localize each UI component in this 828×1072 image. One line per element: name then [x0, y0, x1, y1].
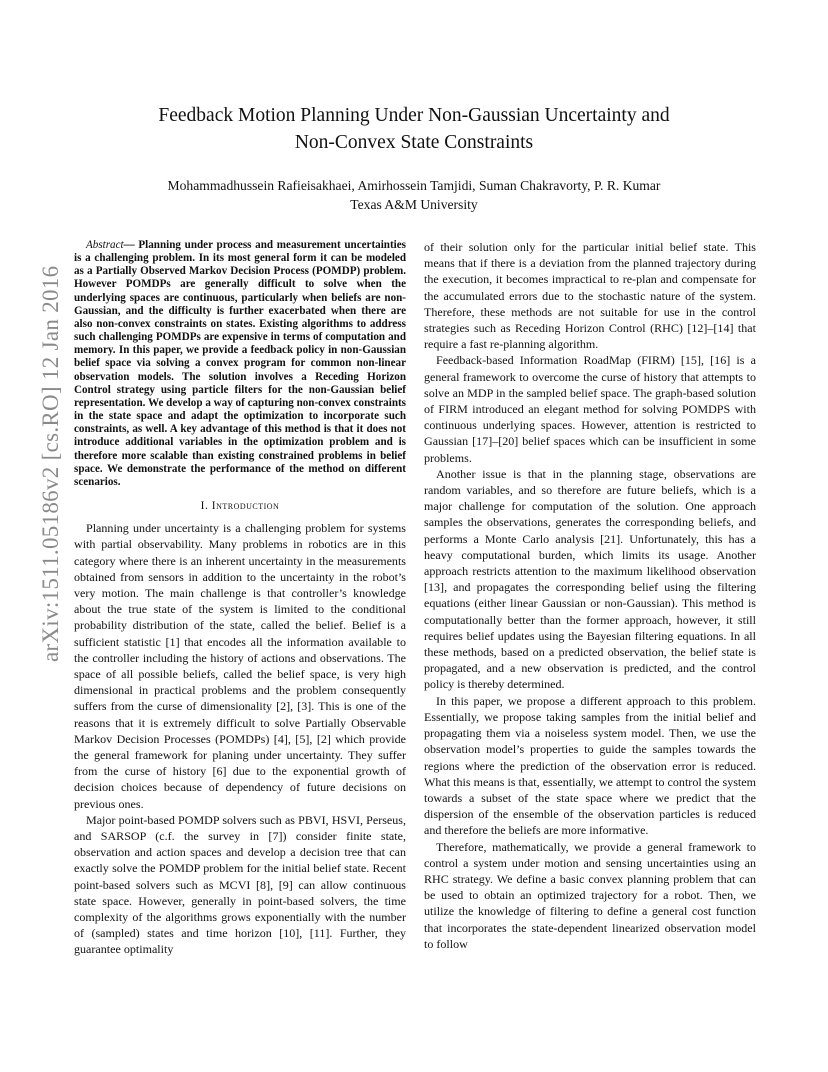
left-column	[74, 239, 406, 958]
paragraph: Another issue is that in the planning stage, observations are random variables, and so therefore are future beliefs, which is a major challenge for computation of the solution. One approach samples the observations, generates the corresponding beliefs, and performs a Monte Carlo analysis [21]. Unfortunately, this has a heavy computational burden, which limits its usage. Another approach restricts attention to the maximum likelihood observation [13], and propagates the corresponding belief using the filtering equations (either linear Gaussian or non-Gaussian). This method is computationally better than the former approach, however, it still requires belief updates using the Bayesian filtering equations. In all these methods, based on a predicted observation, the belief state is propagated, and a new observation is predicted, and the control policy is thereby determined.	[424, 466, 756, 692]
paragraph: In this paper, we propose a different approach to this problem. Essentially, we propose taking samples from the initial belief and propagating them via a noiseless system model. Then, we use the observation model’s properties to guide the samples towards the regions where the prediction of the observation error is reduced. What this means is that, essentially, we attempt to control the system towards a subset of the state space where we predict that the dispersion of the ensemble of the observation particles is reduced and therefore the beliefs are more informative.	[424, 693, 756, 838]
section-number: I.	[200, 499, 209, 512]
affiliation: Texas A&M University	[350, 197, 478, 212]
arxiv-identifier: arXiv:1511.05186v2 [cs.RO] 12 Jan 2016	[38, 265, 63, 662]
right-column	[424, 239, 756, 952]
paragraph: Feedback-based Information RoadMap (FIRM) [15], [16] is a general framework to overcome the curse of history that attempts to solve an MDP in the sampled belief space. The graph-based solution of FIRM introduced an elegant method for solving POMDPS with continuous underlying spaces. However, attention is restricted to Gaussian [17]–[20] belief spaces which can be insufficient in some problems.	[424, 353, 756, 465]
author-list: Mohammadhussein Rafieisakhaei, Amirhossein Tamjidi, Suman Chakravorty, P. R. Kumar	[167, 178, 661, 193]
abstract-text: — Planning under process and measurement uncertainties is a challenging problem. In its most general form it can be modeled as a Partially Observed Markov Decision Process (POMDP) problem. However POMDPs are generally difficult to solve when the underlying spaces are continuous, particularly when beliefs are non-Gaussian, and the difficulty is further exacerbated when there are also non-convex constraints on states. Existing algorithms to address such challenging POMDPs are expensive in terms of computation and memory. In this paper, we provide a feedback policy in non-Gaussian belief space via solving a convex program for common non-linear observation models. The solution involves a Receding Horizon Control strategy using particle filters for the non-Gaussian belief representation. We develop a way of capturing non-convex constraints in the state space and adapt the optimization to incorporate such constraints, as well. A key advantage of this method is that it does not introduce additional variables in the optimization problem and is therefore more scalable than existing constrained problems in belief space. We demonstrate the performance of the method on different scenarios.	[74, 239, 406, 488]
author-block	[60, 176, 768, 214]
title-line-2: Non-Convex State Constraints	[294, 132, 534, 153]
paragraph: of their solution only for the particular initial belief state. This means that if there is a deviation from the planned trajectory during the execution, it becomes impractical to re-plan and compensate for the accumulated errors due to the stochastic nature of the system. Therefore, these methods are not suitable for use in the control strategies such as Receding Horizon Control (RHC) [12]–[14] that require a fast re-planning algorithm.	[424, 240, 756, 352]
paragraph: Major point-based POMDP solvers such as PBVI, HSVI, Perseus, and SARSOP (c.f. the survey in [7]) consider finite state, observation and action spaces and develop a decision tree that can exactly solve the POMDP problem for the initial belief state. Recent point-based solvers such as MCVI [8], [9] can allow continuous state space. However, generally in point-based solvers, the time complexity of the algorithms grows exponentially with the number of (sampled) states and time horizon [10], [11]. Further, they guarantee optimality	[74, 812, 406, 957]
paragraph: Therefore, mathematically, we provide a general framework to control a system under motion and sensing uncertainties using an RHC strategy. We define a basic convex planning problem that can be used to obtain an optimized trajectory for a robot. Then, we utilize the knowledge of filtering to define a general cost function that incorporates the state-dependent linearized observation model to follow	[424, 839, 756, 951]
section-title: Introduction	[211, 499, 280, 512]
paper-title	[60, 102, 768, 156]
abstract-label: Abstract	[86, 239, 124, 251]
section-heading	[74, 498, 406, 514]
paragraph: Planning under uncertainty is a challenging problem for systems with partial observability. Many problems in robotics are in this category where there is an inherent uncertainty in the measurements obtained from sensors in addition to the uncertainty in the robot’s very motion. The main challenge is that controller’s knowledge about the true state of the system is limited to the conditional probability distribution of the state, called the belief. Belief is a sufficient statistic [1] that encodes all the information available to the controller including the history of actions and observations. The space of all possible beliefs, called the belief space, is very high dimensional in practical problems and the problem consequently suffers from the curse of dimensionality [2], [3]. This is one of the reasons that it is extremely difficult to solve Partially Observable Markov Decision Processes (POMDPs) [4], [5], [2] which provide the general framework for planing under uncertainty. They suffer from the curse of history [6] due to the exponential growth of decision choices because of dependency of future decisions on previous ones.	[74, 521, 406, 811]
title-line-1: Feedback Motion Planning Under Non-Gaussian Uncertainty and	[158, 105, 670, 126]
abstract	[74, 239, 406, 489]
